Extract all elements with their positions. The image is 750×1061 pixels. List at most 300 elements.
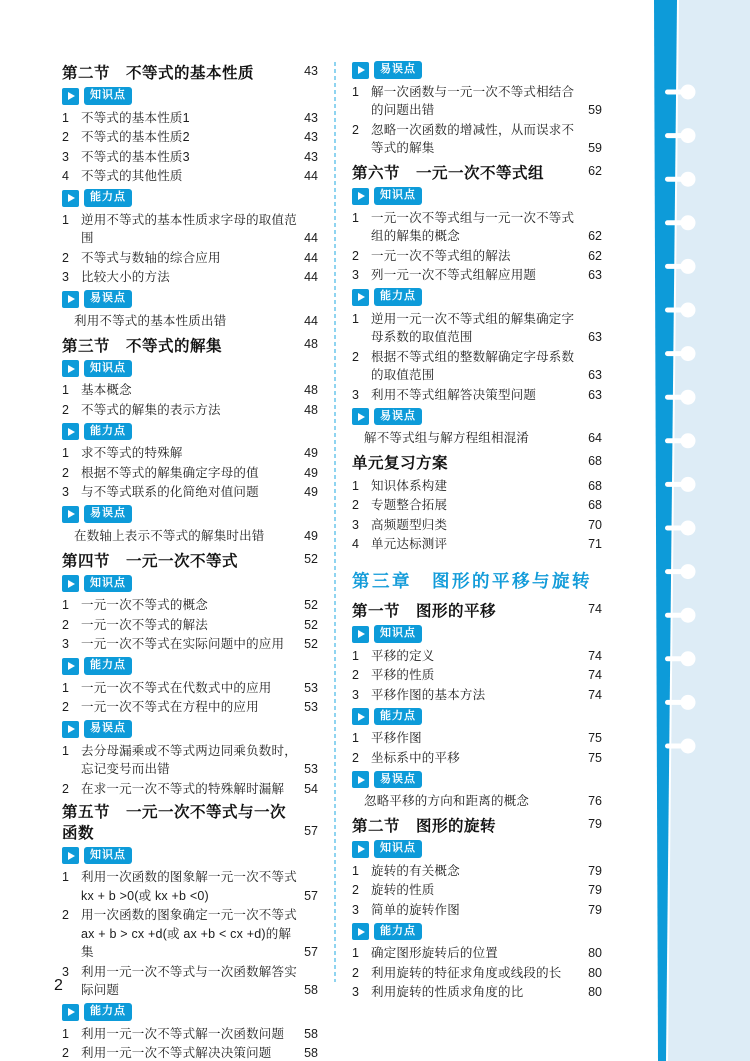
item-number: 2 [62, 402, 69, 417]
binding-hole-icon [681, 390, 696, 405]
badge-error [62, 505, 318, 523]
item-text: 与不等式联系的化简绝对值问题 [81, 485, 259, 499]
badge-label: 易误点 [84, 505, 132, 523]
binding-hole-stem [665, 90, 685, 95]
play-arrow-icon [62, 847, 79, 864]
binding-hole-icon [681, 564, 696, 579]
binding-hole-stem [665, 526, 685, 531]
play-arrow-icon [352, 923, 369, 940]
toc-column-left [62, 58, 318, 1061]
item-page-number: 53 [304, 762, 318, 776]
toc-item [62, 868, 318, 906]
item-page-number: 53 [304, 700, 318, 714]
item-page-number: 63 [588, 268, 602, 282]
item-number: 1 [352, 311, 359, 326]
badge-error [352, 408, 602, 426]
binding-hole-stem [665, 351, 685, 356]
item-text: 平移的性质 [371, 668, 435, 682]
item-page-number: 68 [588, 498, 602, 512]
item-text: 旋转的有关概念 [371, 863, 460, 878]
item-number: 2 [62, 617, 69, 632]
play-arrow-icon [352, 289, 369, 306]
spine-bar [654, 0, 677, 1061]
chapter-heading: 第三章 图形的平移与旋转 [352, 571, 592, 591]
toc-item [62, 147, 318, 167]
item-text: 利用一次函数的图象解一元一次不等式 kx + b >0(或 kx +b <0) [81, 870, 297, 903]
badge-label: 知识点 [84, 360, 132, 378]
item-number: 2 [62, 250, 69, 265]
item-number: 1 [62, 598, 69, 612]
section-heading [352, 599, 602, 622]
toc-item [62, 463, 318, 483]
badge-label: 能力点 [84, 1003, 132, 1021]
badge-label: 能力点 [84, 657, 132, 675]
section-heading [62, 549, 318, 572]
item-text: 解不等式组与解方程组相混淆 [364, 431, 530, 445]
binding-hole-icon [681, 739, 696, 754]
badge-knowledge [352, 187, 602, 205]
item-page-number: 80 [588, 946, 602, 960]
item-number: 3 [62, 149, 69, 164]
item-number: 1 [352, 863, 359, 878]
item-page-number: 57 [304, 945, 318, 959]
column-divider [334, 62, 336, 982]
item-text: 列一元一次不等式组解应用题 [371, 268, 537, 282]
toc-item [62, 248, 318, 268]
item-text: 知识体系构建 [371, 478, 448, 493]
toc-item [352, 120, 602, 158]
toc-item [352, 861, 602, 881]
item-text: 不等式的基本性质3 [81, 149, 190, 164]
item-page-number: 80 [588, 965, 602, 980]
play-arrow-icon [62, 88, 79, 105]
play-arrow-icon [62, 360, 79, 377]
item-text: 忽略一次函数的增减性，从而误求不等式的解集 [371, 122, 575, 155]
item-text: 利用不等式的基本性质出错 [74, 313, 227, 328]
item-number: 2 [62, 130, 69, 144]
badge-knowledge [62, 575, 318, 593]
item-number: 2 [352, 883, 359, 897]
item-text: 不等式的解集的表示方法 [81, 402, 221, 417]
section-page-number: 68 [588, 454, 602, 468]
item-text: 逆用不等式的基本性质求字母的取值范围 [81, 212, 297, 245]
play-arrow-icon [62, 190, 79, 207]
section-heading [352, 161, 602, 184]
item-number: 1 [62, 446, 69, 460]
badge-label: 易误点 [84, 720, 132, 738]
item-number: 2 [62, 781, 69, 796]
item-number: 3 [352, 902, 359, 917]
toc-item [62, 962, 318, 1000]
item-number: 1 [352, 648, 359, 663]
item-number: 2 [352, 965, 359, 980]
item-text: 一元一次不等式的概念 [81, 598, 209, 612]
binding-hole-stem [665, 395, 685, 400]
binding-holes [665, 85, 696, 754]
binding-hole-icon [681, 215, 696, 230]
toc-item [62, 381, 318, 401]
item-number: 1 [62, 870, 69, 884]
toc-item [62, 779, 318, 799]
item-page-number: 54 [304, 781, 318, 796]
badge-ability [352, 288, 602, 306]
play-arrow-icon [62, 291, 79, 308]
toc-item [352, 208, 602, 246]
item-number: 2 [352, 122, 359, 137]
item-number: 3 [352, 517, 359, 532]
binding-hole-stem [665, 613, 685, 618]
binding-hole-stem [665, 569, 685, 574]
item-number: 4 [352, 537, 359, 551]
item-page-number: 80 [588, 985, 602, 999]
item-number: 3 [352, 985, 359, 999]
badge-knowledge [62, 87, 318, 105]
item-number: 2 [352, 750, 359, 765]
item-text: 逆用一元一次不等式组的解集确定字母系数的取值范围 [371, 311, 575, 344]
toc-item [352, 963, 602, 983]
toc-item [352, 82, 602, 120]
item-page-number: 43 [304, 110, 318, 125]
badge-label: 能力点 [84, 189, 132, 207]
play-arrow-icon [352, 626, 369, 643]
toc-item [352, 246, 602, 266]
item-text: 旋转的性质 [371, 883, 435, 897]
binding-hole-icon [681, 521, 696, 536]
item-number: 1 [62, 743, 69, 758]
binding-hole-icon [681, 346, 696, 361]
item-page-number: 49 [304, 528, 318, 543]
item-text: 单元达标测评 [371, 537, 448, 551]
item-text: 利用一元一次不等式与一次函数解答实际问题 [81, 964, 297, 997]
item-page-number: 44 [304, 270, 318, 284]
item-page-number: 71 [588, 537, 602, 551]
play-arrow-icon [352, 188, 369, 205]
binding-hole-stem [665, 482, 685, 487]
play-arrow-icon [352, 841, 369, 858]
item-text: 不等式与数轴的综合应用 [81, 250, 221, 265]
toc-item [352, 515, 602, 535]
binding-hole-stem [665, 656, 685, 661]
item-page-number: 48 [304, 383, 318, 397]
item-text: 利用旋转的性质求角度的比 [371, 985, 524, 999]
item-page-number: 58 [304, 1046, 318, 1060]
item-number: 1 [62, 1026, 69, 1041]
toc-item [62, 311, 318, 331]
toc-item [352, 748, 602, 768]
section-heading [62, 61, 318, 84]
item-number: 1 [62, 212, 69, 227]
toc-item [352, 347, 602, 385]
binding-hole-icon [681, 85, 696, 100]
badge-ability [352, 923, 602, 941]
toc-item [62, 128, 318, 148]
item-number: 2 [352, 668, 359, 682]
binding-hole-stem [665, 264, 685, 269]
item-page-number: 79 [588, 902, 602, 917]
item-text: 解一次函数与一元一次不等式相结合的问题出错 [371, 84, 575, 117]
binding-hole-icon [681, 433, 696, 448]
toc-item [62, 615, 318, 635]
badge-label: 能力点 [374, 708, 422, 726]
item-text: 比较大小的方法 [81, 270, 170, 284]
item-page-number: 79 [588, 883, 602, 897]
badge-ability [62, 657, 318, 675]
item-text: 坐标系中的平移 [371, 750, 460, 765]
item-text: 用一次函数的图象确定一元一次不等式 ax + b > cx +d(或 ax +b < cx +d)的解集 [81, 908, 297, 959]
toc-item [352, 881, 602, 901]
toc-item [62, 906, 318, 963]
section-heading [352, 451, 602, 474]
item-text: 根据不等式的解集确定字母的值 [81, 465, 259, 480]
badge-ability [62, 1003, 318, 1021]
item-text: 根据不等式组的整数解确定字母系数的取值范围 [371, 349, 575, 382]
item-text: 去分母漏乘或不等式两边同乘负数时，忘记变号而出错 [81, 743, 297, 776]
section-title: 第三节 不等式的解集 [62, 337, 223, 355]
item-text: 不等式的基本性质1 [81, 110, 190, 125]
binding-panel [668, 0, 750, 1061]
item-page-number: 53 [304, 680, 318, 695]
item-text: 利用一元一次不等式解一次函数问题 [81, 1026, 285, 1041]
badge-knowledge [62, 360, 318, 378]
section-page-number: 52 [304, 551, 318, 566]
badge-error [352, 771, 602, 789]
badge-ability [62, 423, 318, 441]
item-number: 1 [352, 731, 359, 745]
item-page-number: 52 [304, 617, 318, 632]
item-number: 2 [62, 1046, 69, 1060]
badge-ability [62, 189, 318, 207]
toc-item [352, 385, 602, 405]
item-text: 在求一元一次不等式的特殊解时漏解 [81, 781, 285, 796]
item-text: 确定图形旋转后的位置 [371, 946, 499, 960]
section-title: 第二节 图形的旋转 [352, 818, 497, 835]
item-number: 3 [62, 270, 69, 284]
section-page-number: 74 [588, 602, 602, 616]
item-page-number: 58 [304, 983, 318, 997]
section-title: 第六节 一元一次不等式组 [352, 165, 545, 182]
item-page-number: 76 [588, 794, 602, 808]
toc-item [352, 309, 602, 347]
item-text: 基本概念 [81, 383, 132, 397]
binding-hole-icon [681, 608, 696, 623]
binding-hole-stem [665, 438, 685, 443]
play-arrow-icon [352, 62, 369, 79]
section-heading [62, 802, 318, 844]
binding-hole-stem [665, 177, 685, 182]
item-number: 2 [62, 908, 69, 922]
item-text: 平移的定义 [371, 648, 435, 663]
item-number: 3 [352, 387, 359, 402]
binding-hole-icon [681, 128, 696, 143]
item-number: 1 [62, 383, 69, 397]
item-number: 1 [352, 84, 359, 99]
item-number: 2 [352, 349, 359, 364]
item-page-number: 49 [304, 465, 318, 480]
page-number: 2 [54, 977, 63, 994]
section-title: 第二节 不等式的基本性质 [62, 65, 255, 82]
toc-item [62, 400, 318, 420]
badge-label: 知识点 [374, 840, 422, 858]
item-text: 求不等式的特殊解 [81, 446, 183, 460]
toc-item [352, 266, 602, 286]
item-page-number: 74 [588, 648, 602, 663]
play-arrow-icon [62, 1004, 79, 1021]
play-arrow-icon [352, 708, 369, 725]
toc-item [352, 496, 602, 516]
toc-item [352, 729, 602, 749]
item-number: 3 [62, 964, 69, 979]
badge-label: 知识点 [84, 87, 132, 105]
item-page-number: 43 [304, 130, 318, 144]
item-number: 3 [62, 485, 69, 499]
item-text: 一元一次不等式在实际问题中的应用 [81, 637, 285, 651]
section-title: 第一节 图形的平移 [352, 603, 497, 620]
item-number: 2 [62, 465, 69, 480]
toc-item [62, 268, 318, 288]
section-page-number: 62 [588, 164, 602, 178]
item-number: 3 [62, 637, 69, 651]
item-page-number: 63 [588, 387, 602, 402]
section-title: 单元复习方案 [352, 455, 449, 472]
item-text: 利用旋转的特征求角度或线段的长 [371, 965, 562, 980]
play-arrow-icon [352, 771, 369, 788]
item-text: 一元一次不等式在方程中的应用 [81, 700, 259, 714]
badge-label: 能力点 [374, 288, 422, 306]
item-number: 1 [62, 680, 69, 695]
binding-hole-icon [681, 477, 696, 492]
toc-item [352, 944, 602, 964]
item-text: 简单的旋转作图 [371, 902, 460, 917]
item-page-number: 57 [304, 888, 318, 903]
toc-item [62, 741, 318, 779]
item-page-number: 58 [304, 1026, 318, 1041]
badge-label: 易误点 [374, 61, 422, 79]
item-text: 在数轴上表示不等式的解集时出错 [74, 528, 265, 543]
section-page-number: 79 [588, 817, 602, 831]
badge-label: 易误点 [374, 771, 422, 789]
item-text: 平移作图 [371, 731, 422, 745]
section-page-number: 43 [304, 64, 318, 78]
item-page-number: 64 [588, 431, 602, 445]
item-page-number: 44 [304, 250, 318, 265]
play-arrow-icon [62, 575, 79, 592]
item-page-number: 44 [304, 313, 318, 328]
section-heading [62, 334, 318, 357]
item-page-number: 75 [588, 750, 602, 765]
item-page-number: 44 [304, 231, 318, 245]
item-number: 3 [352, 687, 359, 702]
item-page-number: 74 [588, 668, 602, 682]
toc-item [62, 1024, 318, 1044]
item-page-number: 63 [588, 368, 602, 382]
item-text: 一元一次不等式组的解法 [371, 248, 511, 263]
badge-label: 易误点 [84, 290, 132, 308]
item-page-number: 70 [588, 517, 602, 532]
toc-item [352, 535, 602, 555]
item-number: 1 [352, 210, 359, 225]
badge-error [62, 290, 318, 308]
item-page-number: 52 [304, 637, 318, 651]
item-page-number: 59 [588, 103, 602, 117]
toc-item [62, 596, 318, 616]
item-page-number: 52 [304, 598, 318, 612]
badge-error [62, 720, 318, 738]
toc-item [62, 444, 318, 464]
toc-item [62, 483, 318, 503]
item-text: 一元一次不等式的解法 [81, 617, 209, 632]
binding-hole-icon [681, 303, 696, 318]
item-page-number: 48 [304, 402, 318, 417]
play-arrow-icon [62, 721, 79, 738]
play-arrow-icon [352, 408, 369, 425]
toc-item [62, 635, 318, 655]
item-page-number: 68 [588, 478, 602, 493]
toc-item [62, 1044, 318, 1061]
item-number: 2 [352, 248, 359, 263]
binding-hole-stem [665, 133, 685, 138]
badge-label: 知识点 [84, 847, 132, 865]
badge-error [352, 61, 602, 79]
section-page-number: 48 [304, 336, 318, 351]
item-text: 专题整合拓展 [371, 498, 448, 512]
binding-hole-icon [681, 259, 696, 274]
toc-item [62, 108, 318, 128]
badge-label: 知识点 [84, 575, 132, 593]
item-text: 不等式的其他性质 [81, 169, 183, 183]
binding-hole-stem [665, 700, 685, 705]
item-page-number: 63 [588, 330, 602, 344]
badge-label: 能力点 [374, 923, 422, 941]
toc-item [352, 685, 602, 705]
item-page-number: 75 [588, 731, 602, 745]
item-number: 3 [352, 268, 359, 282]
section-title: 第四节 一元一次不等式 [62, 552, 239, 570]
item-page-number: 62 [588, 248, 602, 263]
item-text: 平移作图的基本方法 [371, 687, 486, 702]
badge-knowledge [352, 625, 602, 643]
item-number: 1 [352, 478, 359, 493]
badge-label: 知识点 [374, 625, 422, 643]
toc-item [62, 678, 318, 698]
toc-item [352, 900, 602, 920]
binding-hole-icon [681, 651, 696, 666]
play-arrow-icon [62, 658, 79, 675]
toc-item [62, 210, 318, 248]
play-arrow-icon [62, 506, 79, 523]
item-text: 利用一元一次不等式解决决策问题 [81, 1046, 272, 1060]
item-text: 一元一次不等式在代数式中的应用 [81, 680, 272, 695]
item-number: 1 [352, 946, 359, 960]
item-page-number: 49 [304, 446, 318, 460]
section-title: 第五节 一元一次不等式与一次函数 [62, 803, 287, 842]
item-text: 利用不等式组解答决策型问题 [371, 387, 537, 402]
badge-ability [352, 708, 602, 726]
binding-hole-icon [681, 172, 696, 187]
item-number: 2 [352, 498, 359, 512]
badge-label: 知识点 [374, 187, 422, 205]
badge-knowledge [352, 840, 602, 858]
binding-hole-stem [665, 744, 685, 749]
item-page-number: 79 [588, 863, 602, 878]
badge-knowledge [62, 847, 318, 865]
item-number: 2 [62, 700, 69, 714]
toc-item [62, 526, 318, 546]
toc-item [352, 646, 602, 666]
toc-item [352, 666, 602, 686]
item-text: 忽略平移的方向和距离的概念 [364, 794, 530, 808]
toc-column-right [352, 58, 602, 1002]
item-page-number: 49 [304, 485, 318, 499]
